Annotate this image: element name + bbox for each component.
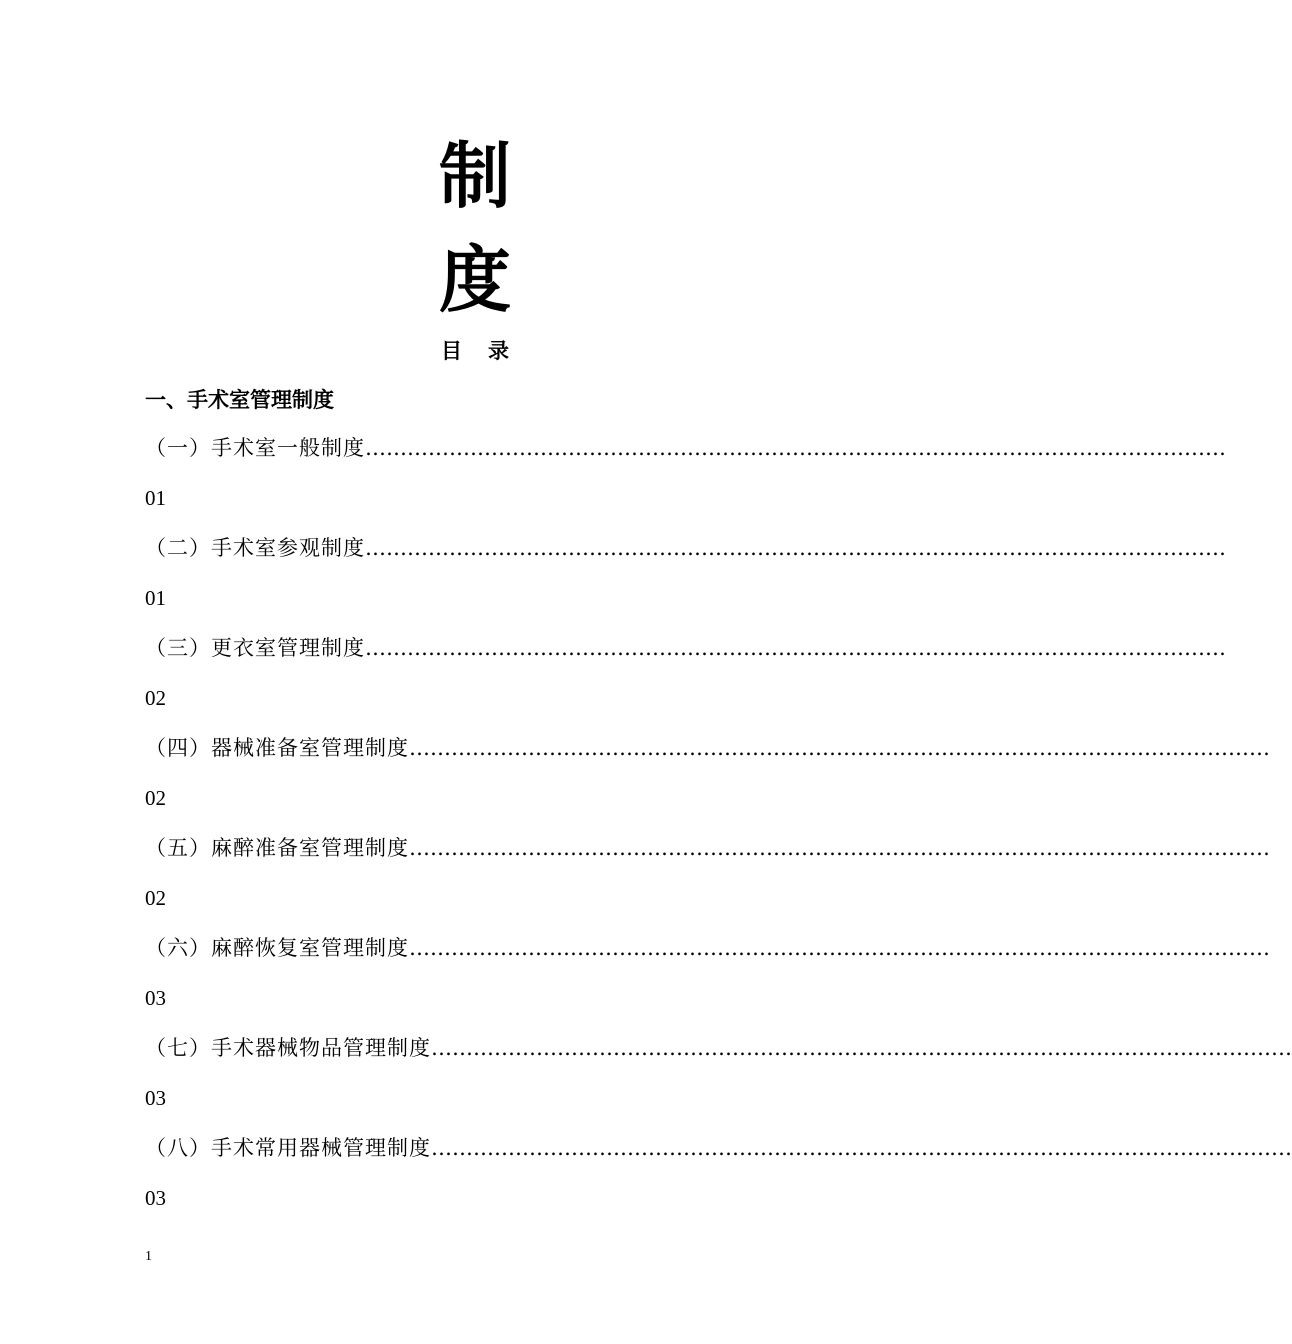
toc-entry-page: 03 <box>145 1186 166 1210</box>
toc-entry-page: 02 <box>145 686 166 710</box>
toc-list <box>145 433 1292 1233</box>
toc-entry-label: （二）手术室参观制度 <box>145 536 365 560</box>
toc-entry <box>145 533 1226 633</box>
toc-entry-line <box>145 833 1270 863</box>
toc-entry-line <box>145 1133 1292 1163</box>
toc-entry <box>145 1133 1292 1233</box>
toc-entry-page: 01 <box>145 486 166 510</box>
toc-leader-dots: …………………………………………………………………………………………………………… <box>365 436 1226 460</box>
toc-leader-dots: …………………………………………………………………………………………………………… <box>431 1136 1292 1160</box>
toc-entry-page: 01 <box>145 586 166 610</box>
toc-leader-dots: …………………………………………………………………………………………………………… <box>431 1036 1292 1060</box>
toc-entry <box>145 433 1226 533</box>
toc-entry <box>145 1033 1292 1133</box>
toc-entry <box>145 833 1270 933</box>
toc-leader-dots: …………………………………………………………………………………………………………… <box>365 636 1226 660</box>
page-number: 1 <box>145 1249 152 1264</box>
toc-entry-label: （四）器械准备室管理制度 <box>145 736 409 760</box>
toc-entry-label: （三）更衣室管理制度 <box>145 636 365 660</box>
toc-entry-label: （八）手术常用器械管理制度 <box>145 1136 431 1160</box>
toc-leader-dots: …………………………………………………………………………………………………………… <box>409 936 1270 960</box>
toc-entry-label: （六）麻醉恢复室管理制度 <box>145 936 409 960</box>
toc-entry-line <box>145 1033 1292 1063</box>
toc-entry-label: （七）手术器械物品管理制度 <box>145 1036 431 1060</box>
toc-entry-line <box>145 733 1270 763</box>
section-heading: 一、手术室管理制度 <box>145 387 334 412</box>
toc-entry <box>145 933 1270 1033</box>
toc-leader-dots: …………………………………………………………………………………………………………… <box>409 736 1270 760</box>
toc-entry-line <box>145 633 1226 663</box>
toc-entry-line <box>145 433 1226 463</box>
toc-entry-page: 03 <box>145 986 166 1010</box>
toc-entry-label: （一）手术室一般制度 <box>145 436 365 460</box>
toc-entry <box>145 733 1270 833</box>
toc-entry-label: （五）麻醉准备室管理制度 <box>145 836 409 860</box>
toc-entry-page: 02 <box>145 886 166 910</box>
document-title-char-2: 度 <box>438 237 511 322</box>
toc-entry-line <box>145 533 1226 563</box>
toc-entry-line <box>145 933 1270 963</box>
toc-entry-page: 03 <box>145 1086 166 1110</box>
toc-heading: 目录 <box>441 338 535 363</box>
toc-leader-dots: …………………………………………………………………………………………………………… <box>365 536 1226 560</box>
toc-entry <box>145 633 1226 733</box>
toc-leader-dots: …………………………………………………………………………………………………………… <box>409 836 1270 860</box>
document-title-char-1: 制 <box>438 133 511 218</box>
toc-entry-page: 02 <box>145 786 166 810</box>
